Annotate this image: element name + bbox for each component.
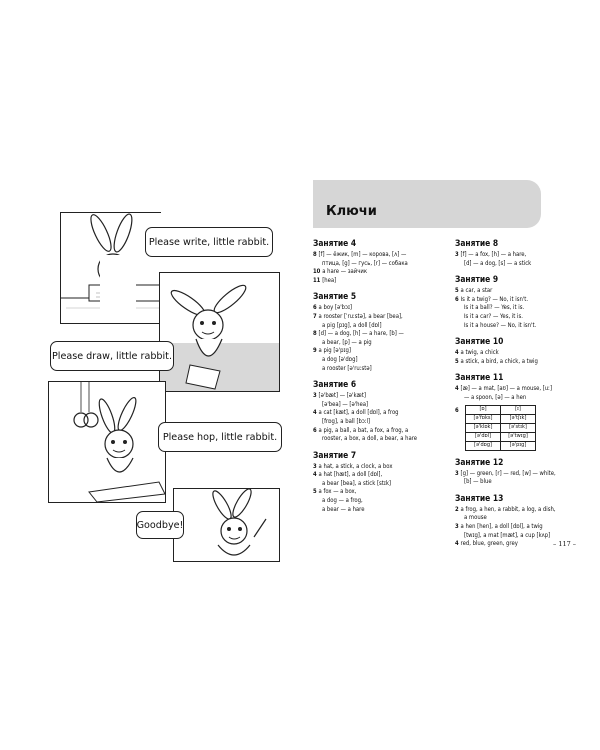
answer-line — [455, 349, 543, 358]
page-number: – 117 – — [553, 540, 577, 548]
answer-line — [313, 409, 451, 418]
lesson-heading: Занятие 13 — [455, 492, 504, 503]
table-cell: [ə'klɒk] — [466, 423, 501, 432]
answer-line — [455, 251, 543, 260]
answer-line — [313, 268, 451, 277]
table-cell: [ə'dɒl] — [466, 432, 501, 441]
answer-line — [455, 540, 543, 549]
table-row — [466, 423, 536, 432]
answer-line — [313, 392, 451, 401]
answer-text: a hat [hæt], a doll [dɒl], — [318, 472, 383, 479]
answer-text: Is it a ball? — Yes, it is. — [464, 305, 525, 312]
comic-panel-hop — [48, 381, 166, 503]
answer-line — [455, 296, 543, 305]
answer-text: a cat [kæt], a doll [dɒl], a frog — [318, 410, 399, 417]
answer-line — [455, 532, 551, 541]
keys-column-left — [313, 238, 451, 514]
answer-text: a boy [ə'bɔɪ] — [318, 305, 352, 312]
exercise-number: 3 — [455, 523, 461, 530]
lesson-heading: Занятие 4 — [313, 238, 357, 248]
exercise-number: 3 — [455, 252, 461, 258]
answer-line — [313, 506, 451, 515]
exercise-number: 3 — [455, 470, 461, 477]
answer-line — [313, 347, 451, 356]
bubble-text: Please hop, little rabbit. — [162, 431, 278, 443]
comic-panel-draw — [159, 272, 280, 392]
transcription-table-block — [455, 405, 543, 451]
answer-line — [313, 277, 451, 286]
exercise-number: 11 — [313, 277, 323, 284]
answer-text: a stick, a bird, a chick, a twig — [460, 358, 538, 365]
lesson-heading: Занятие 7 — [313, 449, 357, 460]
answer-text: птица, [g] — гусь, [r] — собака — [322, 260, 408, 267]
answer-line — [455, 287, 543, 296]
answer-text: Is it a house? — No, it isn't. — [464, 322, 537, 329]
table-header-row — [466, 405, 536, 414]
speech-bubble-goodbye — [136, 511, 184, 539]
answer-text: [b] — blue — [464, 479, 492, 486]
answer-text: a car, a star — [460, 288, 493, 295]
answer-line — [455, 313, 543, 322]
answer-text: a fox — a box, — [318, 489, 357, 496]
answer-line — [455, 478, 543, 487]
exercise-number: 4 — [455, 350, 461, 357]
answer-text: a bear, [p] — a pig — [322, 339, 372, 346]
speech-bubble-hop — [158, 422, 282, 452]
answer-text: red, blue, green, grey — [460, 541, 518, 548]
answer-text: a bear — a hare — [322, 506, 365, 513]
answer-text: [ə'bea] — [ə'hea] — [322, 401, 369, 408]
answer-text: a pig [pɪg], a doll [dɒl] — [322, 322, 382, 329]
exercise-number: 6 — [455, 407, 459, 414]
table-cell: [ə'dɒg] — [466, 441, 501, 450]
answer-text: a hen [hen], a doll [dɒl], a twig — [460, 523, 543, 530]
exercise-number: 5 — [455, 358, 461, 365]
answer-line — [313, 435, 451, 444]
lesson-heading: Занятие 8 — [455, 238, 499, 248]
exercise-number: 2 — [455, 506, 461, 513]
exercise-number: 10 — [313, 269, 323, 276]
answer-line — [313, 313, 451, 322]
answer-line — [455, 385, 553, 394]
answer-text: — a spoon, [ə] — a hen — [464, 394, 527, 401]
answer-text: a frog, a hen, a rabbit, a log, a dish, — [460, 506, 556, 513]
answer-text: a bear [bea], a stick [stɪk] — [322, 480, 391, 487]
answer-line — [313, 418, 451, 427]
lesson-heading: Занятие 11 — [455, 372, 504, 383]
lesson-heading: Занятие 10 — [455, 336, 504, 347]
answer-line — [313, 365, 451, 374]
answer-line — [313, 471, 451, 480]
keys-column-right — [455, 238, 556, 549]
answer-text: [twɪg], a mat [mæt], a cup [kʌp] — [464, 532, 551, 539]
answer-text: rooster, a box, a doll, a bear, a hare — [322, 436, 418, 443]
lesson-heading: Занятие 5 — [313, 291, 357, 302]
table-cell: [ə'stɪk] — [501, 423, 536, 432]
answer-line — [455, 358, 543, 367]
bubble-text: Goodbye! — [136, 519, 184, 531]
answer-text: Is it a car? — Yes, it is. — [464, 313, 523, 320]
exercise-number: 6 — [313, 305, 319, 312]
bubble-text: Please write, little rabbit. — [148, 236, 270, 248]
speech-bubble-write — [145, 227, 273, 257]
lesson-heading: Занятие 6 — [313, 379, 357, 390]
table-cell: [ə'twɪg] — [501, 432, 536, 441]
table-header-cell: [ɪ] — [501, 405, 536, 414]
answer-line — [313, 304, 451, 313]
answer-line — [313, 401, 451, 410]
answer-text: a mouse — [464, 515, 487, 522]
answer-line — [313, 480, 451, 489]
answer-line — [313, 339, 451, 348]
table-cell: [ə'fɒks] — [466, 414, 501, 423]
answer-text: [f] — ёжик, [m] — корова, [ʌ] — — [318, 252, 407, 258]
answer-text: a hare — зайчик — [322, 269, 368, 276]
answer-line — [455, 260, 543, 269]
exercise-number: 4 — [455, 541, 461, 548]
answer-text: [d] — a dog, [h] — a hare, [b] — — [318, 331, 404, 338]
table-cell: [ə'pɪg] — [501, 441, 536, 450]
answer-text: Is it a twig? — No, it isn't. — [460, 296, 529, 303]
answer-line — [313, 260, 451, 269]
answer-text: a twig, a chick — [460, 350, 499, 357]
answer-line — [455, 394, 543, 403]
answer-line — [313, 330, 451, 339]
rabbit-waving-illustration — [174, 489, 279, 561]
lesson-heading: Занятие 12 — [455, 456, 504, 467]
answer-line — [313, 427, 451, 436]
exercise-number: 3 — [313, 393, 319, 400]
exercise-number: 9 — [313, 348, 319, 355]
answer-text: a rooster [ˈruːstə], a bear [bea], — [318, 313, 403, 320]
speech-bubble-draw — [50, 341, 174, 371]
answer-line — [455, 470, 556, 479]
table-header-cell: [ɒ] — [466, 405, 501, 414]
table-row — [466, 414, 536, 423]
exercise-number: 4 — [455, 386, 461, 393]
answer-text: a dog — a frog, — [322, 498, 363, 505]
table-cell: [ə'tʃɪk] — [501, 414, 536, 423]
exercise-number: 3 — [313, 463, 319, 470]
answer-text: a hat, a stick, a clock, a box — [318, 463, 393, 470]
exercise-number: 8 — [313, 331, 319, 338]
page-title: Ключи — [326, 204, 377, 219]
answer-text: [hea] — [322, 277, 337, 284]
table-row — [466, 432, 536, 441]
exercise-number: 5 — [313, 489, 319, 496]
answer-text: a dog [ə'dɒg] — [322, 356, 358, 363]
answer-text: [d] — a dog, [s] — a stick — [464, 260, 532, 267]
answer-text: [frɒg], a ball [bɔːl] — [322, 418, 371, 425]
answer-text: a rooster [ə'ruːstə] — [322, 365, 372, 372]
answer-line — [313, 251, 451, 260]
exercise-number: 5 — [455, 288, 461, 295]
rabbit-hopping-illustration — [49, 382, 165, 502]
answer-line — [313, 322, 451, 331]
exercise-number: 4 — [313, 472, 319, 479]
answer-text: a pig, a ball, a bat, a fox, a frog, a — [318, 427, 409, 434]
lesson-heading: Занятие 9 — [455, 274, 499, 285]
rabbit-drawing-illustration — [160, 273, 279, 391]
comic-panel-goodbye — [173, 488, 280, 562]
answer-text: [æ] — a mat, [aʊ] — a mouse, [uː] — [460, 386, 553, 393]
table-row — [466, 441, 536, 450]
answer-line — [313, 463, 451, 472]
exercise-number: 6 — [313, 427, 319, 434]
answer-line — [313, 497, 451, 506]
answer-line — [313, 356, 451, 365]
answer-line — [455, 523, 543, 532]
exercise-number: 4 — [313, 410, 319, 417]
answer-line — [455, 514, 543, 523]
exercise-number: 7 — [313, 313, 319, 320]
answer-line — [455, 304, 543, 313]
answer-line — [455, 322, 543, 331]
answer-line — [313, 488, 451, 497]
answer-text: [f] — a fox, [h] — a hare, — [460, 252, 527, 258]
answer-line — [455, 506, 556, 515]
transcription-table — [465, 405, 536, 451]
comic-panel-write-desk — [100, 255, 136, 322]
exercise-number: 6 — [455, 296, 461, 303]
exercise-number: 8 — [313, 252, 319, 258]
bubble-text: Please draw, little rabbit. — [52, 350, 172, 362]
answer-text: a pig [ə'pɪg] — [318, 348, 351, 355]
answer-text: [g] — green, [r] — red, [w] — white, — [460, 470, 556, 477]
answer-text: [ə'bæt] — [ə'kæt] — [318, 393, 366, 400]
